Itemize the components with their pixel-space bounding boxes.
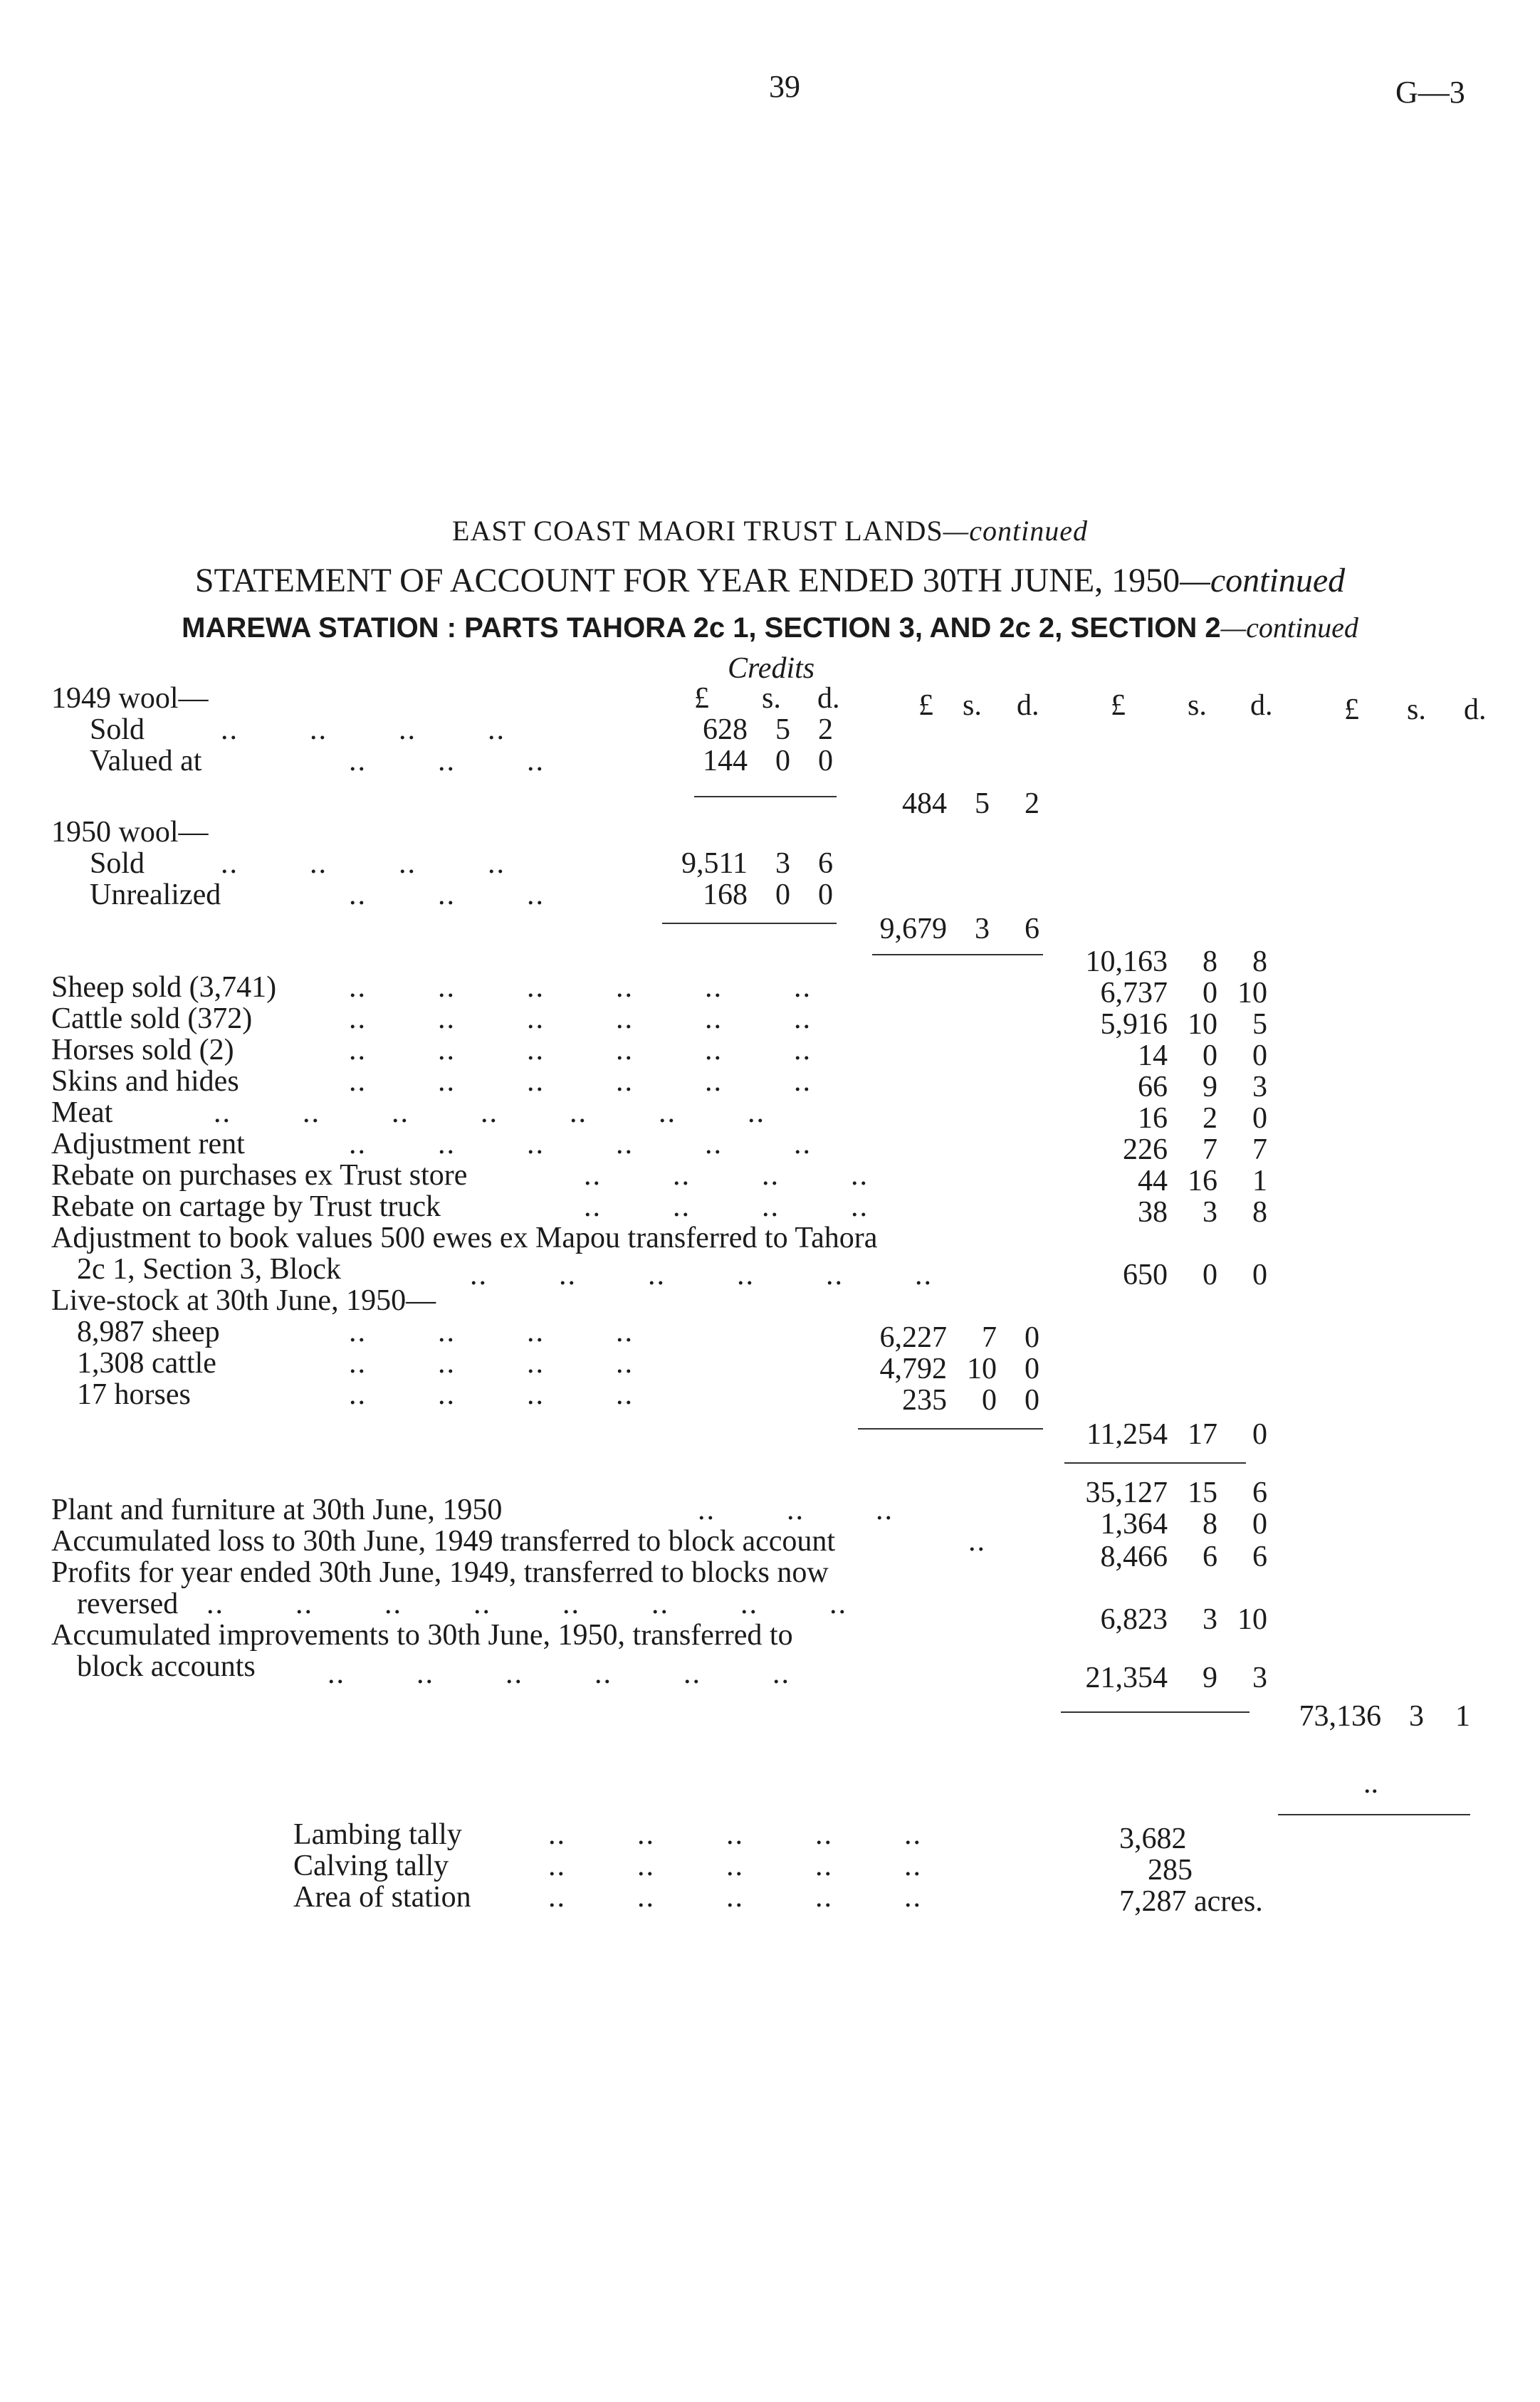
item-pence: 0 xyxy=(1252,1039,1267,1072)
title-statement-continued: —continued xyxy=(1180,562,1346,599)
tally-label: Calving tally xyxy=(293,1850,449,1882)
leader-dots: .. .. .. .. xyxy=(349,1378,634,1411)
wool-1949-sold-shillings: 5 xyxy=(775,713,790,746)
after-total-dots: .. xyxy=(1363,1767,1378,1800)
series-code: G—3 xyxy=(1395,75,1465,110)
leader-dots: .. .. .. xyxy=(349,745,545,777)
wool-1950-sold-shillings: 3 xyxy=(775,847,790,880)
plant-shillings: 8 xyxy=(1203,1508,1217,1541)
item-label: Cattle sold (372) xyxy=(51,1002,253,1035)
title-station-text: MAREWA STATION : PARTS TAHORA 2c 1, SECTION 3, AND 2c 2, SECTION 2 xyxy=(182,612,1221,644)
item-shillings: 16 xyxy=(1188,1165,1217,1197)
item-pounds: 44 xyxy=(1138,1165,1168,1197)
leader-dots: .. .. .. xyxy=(349,879,545,911)
item-pence: 7 xyxy=(1252,1133,1267,1166)
wool-1950-unrealized-label: Unrealized xyxy=(90,879,221,911)
improvements-pounds: 21,354 xyxy=(1085,1662,1168,1694)
item-pounds: 6,737 xyxy=(1100,977,1168,1009)
wool-1949-valued-label: Valued at xyxy=(90,745,202,777)
item-pence: 5 xyxy=(1252,1008,1267,1041)
item-pounds: 5,916 xyxy=(1100,1008,1168,1041)
rule xyxy=(662,923,837,924)
rule xyxy=(872,954,1043,955)
wool-total-pence: 8 xyxy=(1252,945,1267,978)
leader-dots: .. .. .. .. .. xyxy=(548,1850,922,1882)
wool-total-shillings: 8 xyxy=(1203,945,1217,978)
col3-shilling: s. xyxy=(1188,689,1207,722)
item-label: Sheep sold (3,741) xyxy=(51,971,277,1004)
leader-dots: .. .. .. .. xyxy=(584,1190,869,1223)
improvements-shillings: 9 xyxy=(1203,1662,1217,1694)
plant-pounds: 1,364 xyxy=(1100,1508,1168,1541)
leader-dots: .. xyxy=(968,1525,986,1558)
tally-label: Lambing tally xyxy=(293,1818,462,1851)
col1-pence: d. xyxy=(817,682,840,715)
accum-loss-pounds: 8,466 xyxy=(1100,1541,1168,1573)
leader-dots: .. .. .. .. .. .. xyxy=(328,1657,790,1690)
item-shillings: 2 xyxy=(1203,1102,1217,1135)
grand-total-pence: 1 xyxy=(1455,1700,1470,1733)
profits-pounds: 6,823 xyxy=(1100,1603,1168,1636)
livestock-pounds: 6,227 xyxy=(879,1321,947,1354)
grand-total-pounds: 73,136 xyxy=(1299,1700,1381,1733)
wool-1949-net-pence: 2 xyxy=(1025,787,1039,820)
title-trust-lands-text: EAST COAST MAORI TRUST LANDS xyxy=(452,515,943,547)
rule xyxy=(1061,1711,1250,1713)
item-shillings: 0 xyxy=(1203,1039,1217,1072)
wool-1950-sold-pence: 6 xyxy=(818,847,833,880)
livestock-pence: 0 xyxy=(1025,1353,1039,1385)
wool-1950-total-pence: 6 xyxy=(1025,913,1039,945)
item-pence: 0 xyxy=(1252,1102,1267,1135)
adjustment-pence: 0 xyxy=(1252,1259,1267,1291)
plant-pence: 0 xyxy=(1252,1508,1267,1541)
wool-1950-unrealized-pounds: 168 xyxy=(703,879,748,911)
wool-1949-net-pounds: 484 xyxy=(902,787,947,820)
leader-dots: .. .. .. .. xyxy=(221,713,506,746)
adjustment-line1: Adjustment to book values 500 ewes ex Mapou transferred to Tahora xyxy=(51,1222,878,1254)
col1-shilling: s. xyxy=(762,682,781,715)
item-label: Horses sold (2) xyxy=(51,1034,234,1066)
improvements-line2-label: block accounts xyxy=(77,1650,256,1683)
plant-label: Plant and furniture at 30th June, 1950 xyxy=(51,1494,503,1526)
col2-pence: d. xyxy=(1017,689,1039,722)
col3-pound: £ xyxy=(1111,689,1126,722)
item-pounds: 16 xyxy=(1138,1102,1168,1135)
leader-dots: .. .. .. .. xyxy=(221,847,506,880)
livestock-shillings: 10 xyxy=(967,1353,997,1385)
accum-loss-pence: 6 xyxy=(1252,1541,1267,1573)
livestock-pounds: 235 xyxy=(902,1384,947,1417)
rule xyxy=(858,1428,1043,1430)
tally-value: 285 xyxy=(1148,1854,1193,1887)
item-pence: 10 xyxy=(1237,977,1267,1009)
livestock-pence: 0 xyxy=(1025,1321,1039,1354)
leader-dots: .. .. .. .. .. .. .. xyxy=(214,1096,765,1129)
item-shillings: 9 xyxy=(1203,1071,1217,1103)
item-pounds: 226 xyxy=(1123,1133,1168,1166)
subtotal-shillings: 15 xyxy=(1188,1477,1217,1509)
leader-dots: .. .. .. .. .. .. xyxy=(470,1259,933,1291)
item-shillings: 3 xyxy=(1203,1196,1217,1229)
improvements-line1: Accumulated improvements to 30th June, 1950, transferred to xyxy=(51,1619,793,1652)
wool-1949-sold-label: Sold xyxy=(90,713,145,746)
subtotal-pounds: 35,127 xyxy=(1085,1477,1168,1509)
leader-dots: .. .. .. .. .. xyxy=(548,1881,922,1914)
leader-dots: .. .. .. .. .. .. xyxy=(349,1128,812,1160)
item-label: Adjustment rent xyxy=(51,1128,245,1160)
tally-value: 3,682 xyxy=(1119,1823,1187,1855)
wool-1949-valued-pounds: 144 xyxy=(703,745,748,777)
col3-pence: d. xyxy=(1250,689,1273,722)
leader-dots: .. .. .. .. .. xyxy=(548,1818,922,1851)
rule xyxy=(1064,1462,1246,1464)
leader-dots: .. .. .. .. xyxy=(349,1316,634,1348)
page-number: 39 xyxy=(769,69,800,104)
profits-pence: 10 xyxy=(1237,1603,1267,1636)
title-station-continued: —continued xyxy=(1220,612,1358,644)
subtotal-pence: 6 xyxy=(1252,1477,1267,1509)
col4-pence: d. xyxy=(1464,693,1487,726)
profits-line2-label: reversed xyxy=(77,1588,179,1620)
leader-dots: .. .. .. .. .. .. xyxy=(349,1002,812,1035)
item-pounds: 38 xyxy=(1138,1196,1168,1229)
livestock-total-pence: 0 xyxy=(1252,1418,1267,1451)
wool-1949-sold-pounds: 628 xyxy=(703,713,748,746)
leader-dots: .. .. .. .. .. .. xyxy=(349,1034,812,1066)
item-label: Skins and hides xyxy=(51,1065,239,1098)
wool-1950-heading: 1950 wool— xyxy=(51,816,209,849)
credits-heading: Credits xyxy=(728,652,815,685)
profits-shillings: 3 xyxy=(1203,1603,1217,1636)
leader-dots: .. .. .. xyxy=(698,1494,894,1526)
item-label: Meat xyxy=(51,1096,113,1129)
wool-1950-unrealized-pence: 0 xyxy=(818,879,833,911)
item-label: Rebate on cartage by Trust truck xyxy=(51,1190,441,1223)
livestock-pounds: 4,792 xyxy=(879,1353,947,1385)
wool-1949-sold-pence: 2 xyxy=(818,713,833,746)
col2-pound: £ xyxy=(918,689,933,722)
livestock-heading: Live-stock at 30th June, 1950— xyxy=(51,1284,436,1317)
title-statement-text: STATEMENT OF ACCOUNT FOR YEAR ENDED 30TH JUNE, 1950 xyxy=(194,562,1180,599)
wool-1950-sold-pounds: 9,511 xyxy=(681,847,748,880)
wool-1950-sold-label: Sold xyxy=(90,847,145,880)
leader-dots: .. .. .. .. xyxy=(584,1159,869,1192)
leader-dots: .. .. .. .. .. .. xyxy=(349,971,812,1004)
col1-pound: £ xyxy=(694,682,709,715)
accum-loss-shillings: 6 xyxy=(1203,1541,1217,1573)
accum-loss-label: Accumulated loss to 30th June, 1949 transferred to block account xyxy=(51,1525,836,1558)
livestock-shillings: 7 xyxy=(982,1321,997,1354)
livestock-label: 17 horses xyxy=(77,1378,191,1411)
tally-label: Area of station xyxy=(293,1881,471,1914)
wool-1949-heading: 1949 wool— xyxy=(51,682,209,715)
wool-1950-total-pounds: 9,679 xyxy=(879,913,947,945)
item-pence: 1 xyxy=(1252,1165,1267,1197)
item-shillings: 7 xyxy=(1203,1133,1217,1166)
profits-line1: Profits for year ended 30th June, 1949, transferred to blocks now xyxy=(51,1556,829,1589)
col4-shilling: s. xyxy=(1407,693,1426,726)
wool-1950-unrealized-shillings: 0 xyxy=(775,879,790,911)
adjustment-line2-label: 2c 1, Section 3, Block xyxy=(77,1253,341,1286)
item-label: Rebate on purchases ex Trust store xyxy=(51,1159,468,1192)
leader-dots: .. .. .. .. .. .. .. .. xyxy=(206,1588,847,1620)
livestock-total-pounds: 11,254 xyxy=(1086,1418,1168,1451)
livestock-total-shillings: 17 xyxy=(1188,1418,1217,1451)
livestock-pence: 0 xyxy=(1025,1384,1039,1417)
rule xyxy=(694,796,837,797)
col2-shilling: s. xyxy=(963,689,982,722)
adjustment-shillings: 0 xyxy=(1203,1259,1217,1291)
tally-value: 7,287 acres. xyxy=(1119,1885,1263,1918)
item-pounds: 14 xyxy=(1138,1039,1168,1072)
title-trust-lands-continued: —continued xyxy=(943,515,1088,547)
wool-1949-valued-shillings: 0 xyxy=(775,745,790,777)
item-pence: 3 xyxy=(1252,1071,1267,1103)
livestock-shillings: 0 xyxy=(982,1384,997,1417)
item-pounds: 66 xyxy=(1138,1071,1168,1103)
leader-dots: .. .. .. .. xyxy=(349,1347,634,1380)
title-statement xyxy=(0,561,1540,600)
wool-1949-net-shillings: 5 xyxy=(975,787,990,820)
grand-total-shillings: 3 xyxy=(1409,1700,1424,1733)
title-trust-lands xyxy=(0,514,1540,547)
livestock-label: 8,987 sheep xyxy=(77,1316,220,1348)
item-pence: 8 xyxy=(1252,1196,1267,1229)
improvements-pence: 3 xyxy=(1252,1662,1267,1694)
title-station xyxy=(0,611,1540,644)
adjustment-pounds: 650 xyxy=(1123,1259,1168,1291)
wool-1950-total-shillings: 3 xyxy=(975,913,990,945)
rule xyxy=(1278,1814,1470,1815)
item-shillings: 0 xyxy=(1203,977,1217,1009)
leader-dots: .. .. .. .. .. .. xyxy=(349,1065,812,1098)
item-shillings: 10 xyxy=(1188,1008,1217,1041)
wool-1949-valued-pence: 0 xyxy=(818,745,833,777)
col4-pound: £ xyxy=(1344,693,1359,726)
livestock-label: 1,308 cattle xyxy=(77,1347,216,1380)
wool-total-pounds: 10,163 xyxy=(1085,945,1168,978)
